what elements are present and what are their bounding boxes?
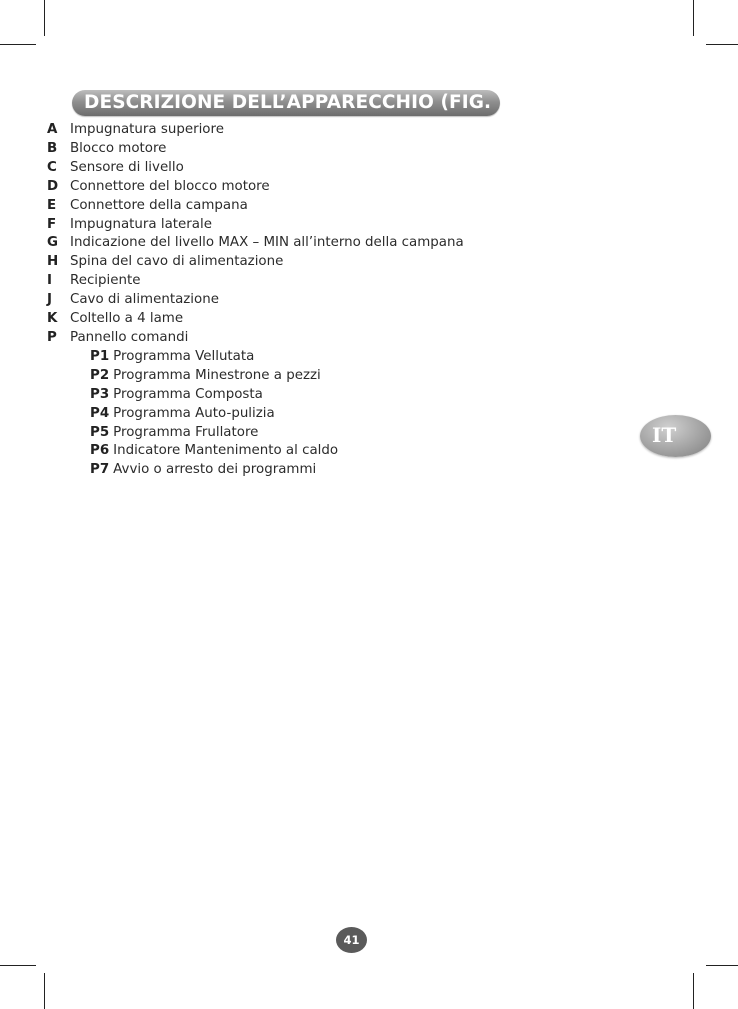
item-text: Connettore del blocco motore: [70, 178, 270, 194]
list-item: [47, 159, 607, 178]
list-item: [47, 310, 607, 329]
program-code: P4: [90, 405, 110, 421]
program-text: Programma Minestrone a pezzi: [113, 367, 321, 383]
crop-mark: [0, 965, 36, 966]
item-letter: J: [47, 292, 52, 308]
program-text: Programma Vellutata: [113, 348, 255, 364]
list-item: [47, 178, 607, 197]
crop-mark: [693, 973, 694, 1009]
item-text: Cavo di alimentazione: [70, 292, 219, 308]
item-letter: E: [47, 197, 57, 213]
program-item: [47, 424, 607, 443]
item-text: Blocco motore: [70, 140, 167, 156]
item-text: Indicazione del livello MAX – MIN all’interno della campana: [70, 235, 464, 251]
section-title: DESCRIZIONE DELL’APPARECCHIO (FIG. 1): [84, 92, 520, 113]
item-text: Impugnatura laterale: [70, 216, 212, 232]
program-item: [47, 386, 607, 405]
list-item: [47, 197, 607, 216]
item-text: Impugnatura superiore: [70, 122, 224, 137]
crop-mark: [693, 0, 694, 36]
program-text: Indicatore Mantenimento al caldo: [113, 443, 339, 459]
item-letter: A: [47, 122, 58, 137]
item-letter: P: [47, 329, 57, 345]
item-letter: F: [47, 216, 57, 232]
item-letter: H: [47, 254, 59, 270]
page-number: 41: [343, 933, 360, 947]
program-text: Programma Composta: [113, 386, 263, 402]
program-item: [47, 461, 607, 480]
list-item: [47, 253, 607, 272]
parts-list: [47, 121, 607, 480]
program-code: P2: [90, 367, 110, 383]
list-item: [47, 329, 607, 348]
list-item: [47, 234, 607, 253]
item-letter: B: [47, 140, 58, 156]
item-text: Sensore di livello: [70, 159, 184, 175]
crop-mark: [44, 973, 45, 1009]
program-item: [47, 405, 607, 424]
program-text: Programma Frullatore: [113, 424, 259, 440]
item-text: Spina del cavo di alimentazione: [70, 254, 284, 270]
program-text: Avvio o arresto dei programmi: [113, 462, 317, 478]
item-text: Connettore della campana: [70, 197, 248, 213]
program-code: P7: [90, 462, 110, 478]
item-text: Pannello comandi: [70, 329, 189, 345]
crop-mark: [0, 44, 36, 45]
language-label: IT: [652, 423, 677, 447]
item-text: Coltello a 4 lame: [70, 311, 184, 327]
program-code: P1: [90, 348, 110, 364]
crop-mark: [706, 965, 738, 966]
crop-mark: [706, 44, 738, 45]
program-item: [47, 367, 607, 386]
program-item: [47, 442, 607, 461]
program-code: P3: [90, 386, 110, 402]
item-letter: D: [47, 178, 59, 194]
item-letter: G: [47, 235, 58, 251]
program-code: P5: [90, 424, 110, 440]
item-letter: K: [47, 311, 58, 327]
list-item: [47, 272, 607, 291]
program-code: P6: [90, 443, 110, 459]
item-letter: C: [47, 159, 57, 175]
list-item: [47, 140, 607, 159]
list-item: [47, 291, 607, 310]
list-item: [47, 216, 607, 235]
item-text: Recipiente: [70, 273, 141, 289]
list-item: [47, 121, 607, 140]
program-text: Programma Auto-pulizia: [113, 405, 275, 421]
program-item: [47, 348, 607, 367]
crop-mark: [44, 0, 45, 36]
item-letter: I: [47, 273, 52, 289]
